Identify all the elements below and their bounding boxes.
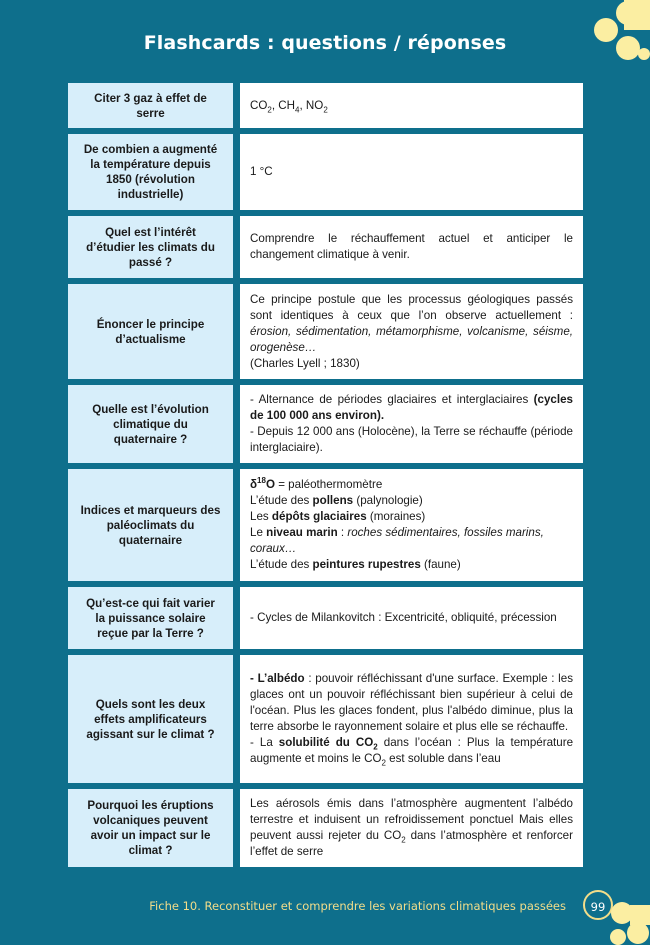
question-cell: Énoncer le principe d’actualisme: [68, 284, 233, 379]
flower-decoration-icon: [588, 0, 650, 70]
question-cell: Quel est l’intérêt d’étudier les climats du passé ?: [68, 216, 233, 278]
page-title: Flashcards : questions / réponses: [143, 32, 507, 54]
answer-line: L’étude des pollens (palynologie): [250, 494, 423, 507]
flashcard-row: [68, 134, 583, 210]
question-cell: De combien a augmenté la température depuis 1850 (révolution industrielle): [68, 134, 233, 210]
answer-line: Les dépôts glaciaires (moraines): [250, 510, 426, 523]
answer-line: $\delta^{18}O$ = paléothermomètre: [250, 476, 383, 491]
answer-text: - Depuis 12 000 ans (Holocène), la Terre se réchauffe (période interglaciaire).: [250, 425, 573, 454]
flashcard-row: [68, 83, 583, 128]
answer-cell: [240, 284, 583, 379]
flashcard-row: [68, 789, 583, 867]
answer-line: Le niveau marin : roches sédimentaires, fossiles marins, coraux…: [250, 526, 544, 555]
answer-line: L’étude des peintures rupestres (faune): [250, 558, 461, 571]
question-cell: Qu’est-ce qui fait varier la puissance solaire reçue par la Terre ?: [68, 587, 233, 649]
answer-cell: [240, 469, 583, 581]
question-cell: Citer 3 gaz à effet de serre: [68, 83, 233, 128]
answer-text: - L’albédo : pouvoir réfléchissant d'une surface. Exemple : les glaces ont un pouvoir réfléchissant bien supérieur à celui de l'océan. Plus les glaces fondent, plus l'albédo diminue, plus la terre absorbe le rayonnement solaire et plus elle se réchauffe.: [250, 672, 574, 733]
answer-text: Comprendre le réchauffement actuel et anticiper le changement climatique à venir.: [250, 232, 573, 261]
answer-text: Ce principe postule que les processus géologiques passés sont identiques à ceux que l’on observe actuellement : érosion, sédimentation, métamorphisme, volcanisme, séisme, orogenèse…: [250, 292, 573, 354]
flashcard-row: [68, 469, 583, 581]
question-cell: Quelle est l’évolution climatique du quaternaire ?: [68, 385, 233, 463]
answer-cell: [240, 587, 583, 649]
answer-cell: [240, 385, 583, 463]
flashcard-row: [68, 655, 583, 783]
answer-text: Les aérosols émis dans l’atmosphère augmentent l’albédo terrestre et induisent un refroidissement ponctuel Mais elles peuvent aussi rejeter du $CO_2$ dans l’atmosphère et renforcer l’effet de serre: [250, 797, 573, 858]
flower-decoration-icon: [580, 875, 650, 945]
question-cell: Pourquoi les éruptions volcaniques peuvent avoir un impact sur le climat ?: [68, 789, 233, 867]
answer-text: $CO_2$, $CH_4$, $NO_2$: [250, 98, 328, 114]
answer-cell: [240, 216, 583, 278]
footer-chapter-title: Fiche 10. Reconstituer et comprendre les variations climatiques passées: [149, 899, 566, 913]
answer-cell: [240, 789, 583, 867]
answer-text: 1 °C: [250, 165, 273, 178]
answer-text: - La solubilité du $CO_2$ dans l’océan : Plus la température augmente et moins le $CO_2$ est soluble dans l’eau: [250, 736, 574, 768]
answer-text: - Alternance de périodes glaciaires et interglaciaires (cycles de 100 000 ans environ).: [250, 393, 573, 422]
answer-text: - Cycles de Milankovitch : Excentricité, obliquité, précession: [250, 611, 557, 624]
answer-cell: [240, 655, 583, 783]
page-number: 99: [583, 890, 613, 920]
answer-cell: [240, 134, 583, 210]
flashcard-row: [68, 587, 583, 649]
question-cell: Indices et marqueurs des paléoclimats du quaternaire: [68, 469, 233, 581]
flashcard-table: [68, 83, 583, 873]
flashcard-row: [68, 385, 583, 463]
flashcard-row: [68, 284, 583, 379]
question-cell: Quels sont les deux effets amplificateurs agissant sur le climat ?: [68, 655, 233, 783]
answer-citation: (Charles Lyell ; 1830): [250, 356, 360, 370]
flashcard-row: [68, 216, 583, 278]
answer-cell: [240, 83, 583, 128]
